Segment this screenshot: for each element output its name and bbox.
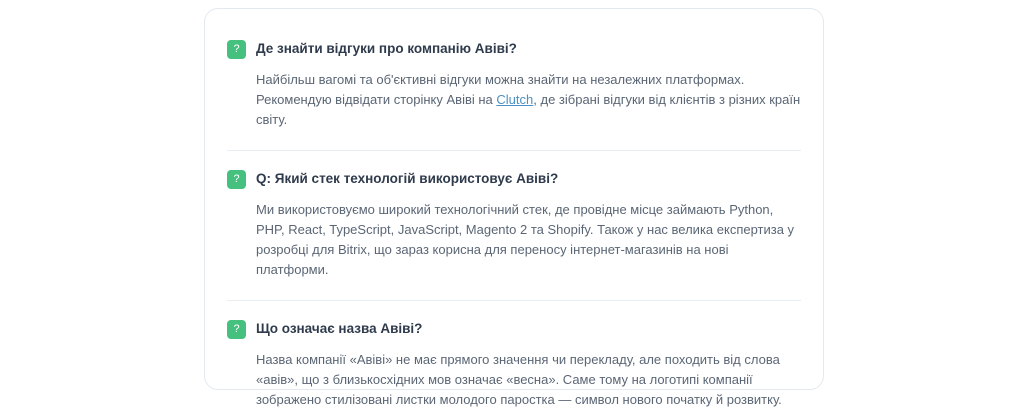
faq-question-text: Q: Який стек технологій використовує Авіві? [256,171,559,186]
faq-answer [256,70,801,150]
faq-answer-text-part1: Найбільш вагомі та об'єктивні відгуки можна знайти на незалежних платформах. Рекомендую відвідати сторінку Авіві на [256,72,745,107]
faq-answer [256,200,801,300]
faq-item [227,39,801,150]
faq-card [204,8,824,407]
faq-question-row[interactable] [227,319,801,339]
faq-question-row[interactable] [227,169,801,189]
question-mark-icon: ? [227,170,246,189]
faq-question-text: Що означає назва Авіві? [256,321,423,336]
faq-question-row[interactable] [227,39,801,59]
question-mark-icon: ? [227,320,246,339]
question-mark-icon: ? [227,40,246,59]
faq-question-text: Де знайти відгуки про компанію Авіві? [256,41,517,56]
faq-item [227,150,801,300]
faq-answer-text-part1: Назва компанії «Авіві» не має прямого значення чи перекладу, але походить від слова «авів», що з близькосхідних мов означає «весна». Саме тому на логотипі компанії зображено стилізовані листки молодого паростка — символ нового початку й розвитку. [256,352,782,407]
faq-answer-text-part2: , де зібрані відгуки від клієнтів з різних країн світу. [256,92,801,127]
faq-answer-text-part1: Ми використовуємо широкий технологічний стек, де провідне місце займають Python, PHP, React, TypeScript, JavaScript, Magento 2 та Shopify. Також у нас велика експертиза у розробці для Bitrix, що зараз корисна для переносу інтернет-магазинів на нові платформи. [256,202,795,277]
clutch-link[interactable]: Clutch [496,92,534,107]
faq-item [227,300,801,418]
faq-answer [256,350,801,418]
